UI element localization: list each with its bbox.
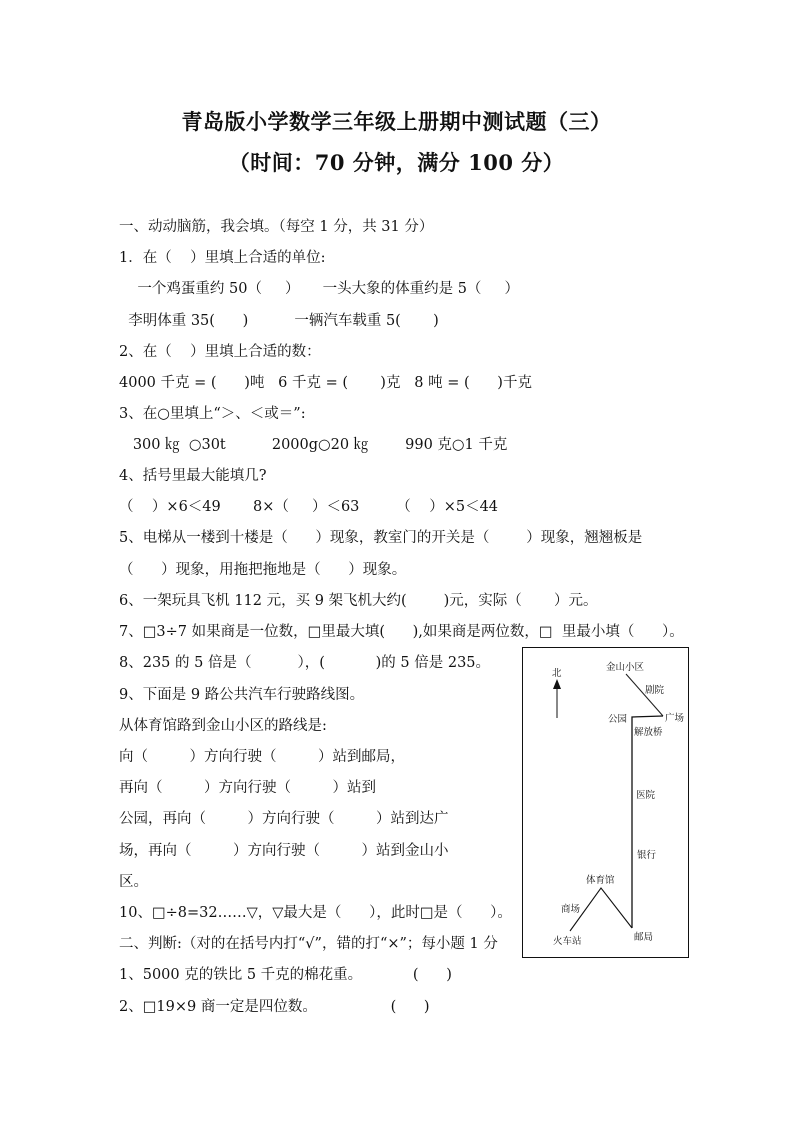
north-arrow-head-icon xyxy=(553,679,561,689)
section-2-heading: 二、判断:（对的在括号内打“√”，错的打“×”；每小题 1 分 xyxy=(119,936,498,952)
map-label-juyuan: 剧院 xyxy=(645,685,665,696)
map-label-jinshan: 金山小区 xyxy=(606,662,645,673)
bus-route-map xyxy=(522,647,689,958)
q3-line: 300 ㎏ ○30t 2000g○20 ㎏ 990 克○1 千克 xyxy=(119,437,508,453)
north-label: 北 xyxy=(552,668,562,679)
map-label-yiyuan: 医院 xyxy=(636,790,656,801)
map-label-gongyuan: 公园 xyxy=(608,714,628,725)
q4-prompt: 4、括号里最大能填几? xyxy=(119,468,267,484)
map-label-huochezhan: 火车站 xyxy=(553,936,582,947)
map-label-guangchang: 广场 xyxy=(665,713,685,724)
q2-prompt: 2、在（ ）里填上合适的数： xyxy=(119,344,321,360)
q3-prompt: 3、在○里填上“＞、＜或＝”: xyxy=(119,406,306,422)
map-label-shangchang: 商场 xyxy=(561,904,581,915)
section-1-heading: 一、动动脑筋，我会填。（每空 1 分，共 31 分） xyxy=(119,219,434,235)
q8-line: 8、235 的 5 倍是（ ），( )的 5 倍是 235。 xyxy=(119,655,491,671)
q2-line: 4000 千克 = ( )吨 6 千克 = ( )克 8 吨 = ( )千克 xyxy=(119,375,532,391)
q9-route-line-2: 再向（ ）方向行驶（ ）站到 xyxy=(119,780,376,796)
q1-line-b: 李明体重 35( ) 一辆汽车载重 5( ) xyxy=(119,313,439,329)
page-title: 青岛版小学数学三年级上册期中测试题（三） xyxy=(181,109,612,134)
q6-line: 6、一架玩具飞机 112 元，买 9 架飞机大约( )元，实际（ ）元。 xyxy=(119,593,598,609)
map-label-youju: 邮局 xyxy=(634,932,654,943)
route-lines xyxy=(523,648,690,959)
map-label-yinhang: 银行 xyxy=(637,850,657,861)
q9-route-line-1: 向（ ）方向行驶（ ）站到邮局， xyxy=(119,749,405,765)
q9-route-heading: 从体育馆路到金山小区的路线是: xyxy=(119,718,327,734)
q1-line-a: 一个鸡蛋重约 50（ ） 一头大象的体重约是 5（ ） xyxy=(119,281,519,297)
q9-route-line-3: 公园，再向（ ）方向行驶（ ）站到达广 xyxy=(119,811,449,827)
q9-route-line-5: 区。 xyxy=(119,874,148,890)
q5-line-a: 5、电梯从一楼到十楼是（ ）现象，教室门的开关是（ ）现象，翘翘板是 xyxy=(119,530,643,546)
judge-q1: 1、5000 克的铁比 5 千克的棉花重。 ( ) xyxy=(119,967,452,983)
q9-prompt: 9、下面是 9 路公共汽车行驶路线图。 xyxy=(119,687,365,703)
q9-route-line-4: 场，再向（ ）方向行驶（ ）站到金山小 xyxy=(119,843,449,859)
map-label-tiyuguan: 体育馆 xyxy=(586,875,615,886)
map-label-jiefangqiao: 解放桥 xyxy=(634,727,663,738)
q4-line: （ ）×6＜49 8×（ ）＜63 （ ）×5＜44 xyxy=(119,499,499,515)
q1-prompt: 1．在（ ）里填上合适的单位: xyxy=(119,250,326,266)
q5-line-b: （ ）现象，用拖把拖地是（ ）现象。 xyxy=(119,562,407,578)
q10-line: 10、□÷8=32……▽，▽最大是（ ），此时□是（ ）。 xyxy=(119,905,512,921)
judge-q2: 2、□19×9 商一定是四位数。 ( ) xyxy=(119,999,430,1015)
q7-line: 7、□3÷7 如果商是一位数，□里最大填( ),如果商是两位数，□ 里最小填（ ）。 xyxy=(119,624,684,640)
page-subtitle: （时间：70 分钟，满分 100 分） xyxy=(228,150,565,175)
